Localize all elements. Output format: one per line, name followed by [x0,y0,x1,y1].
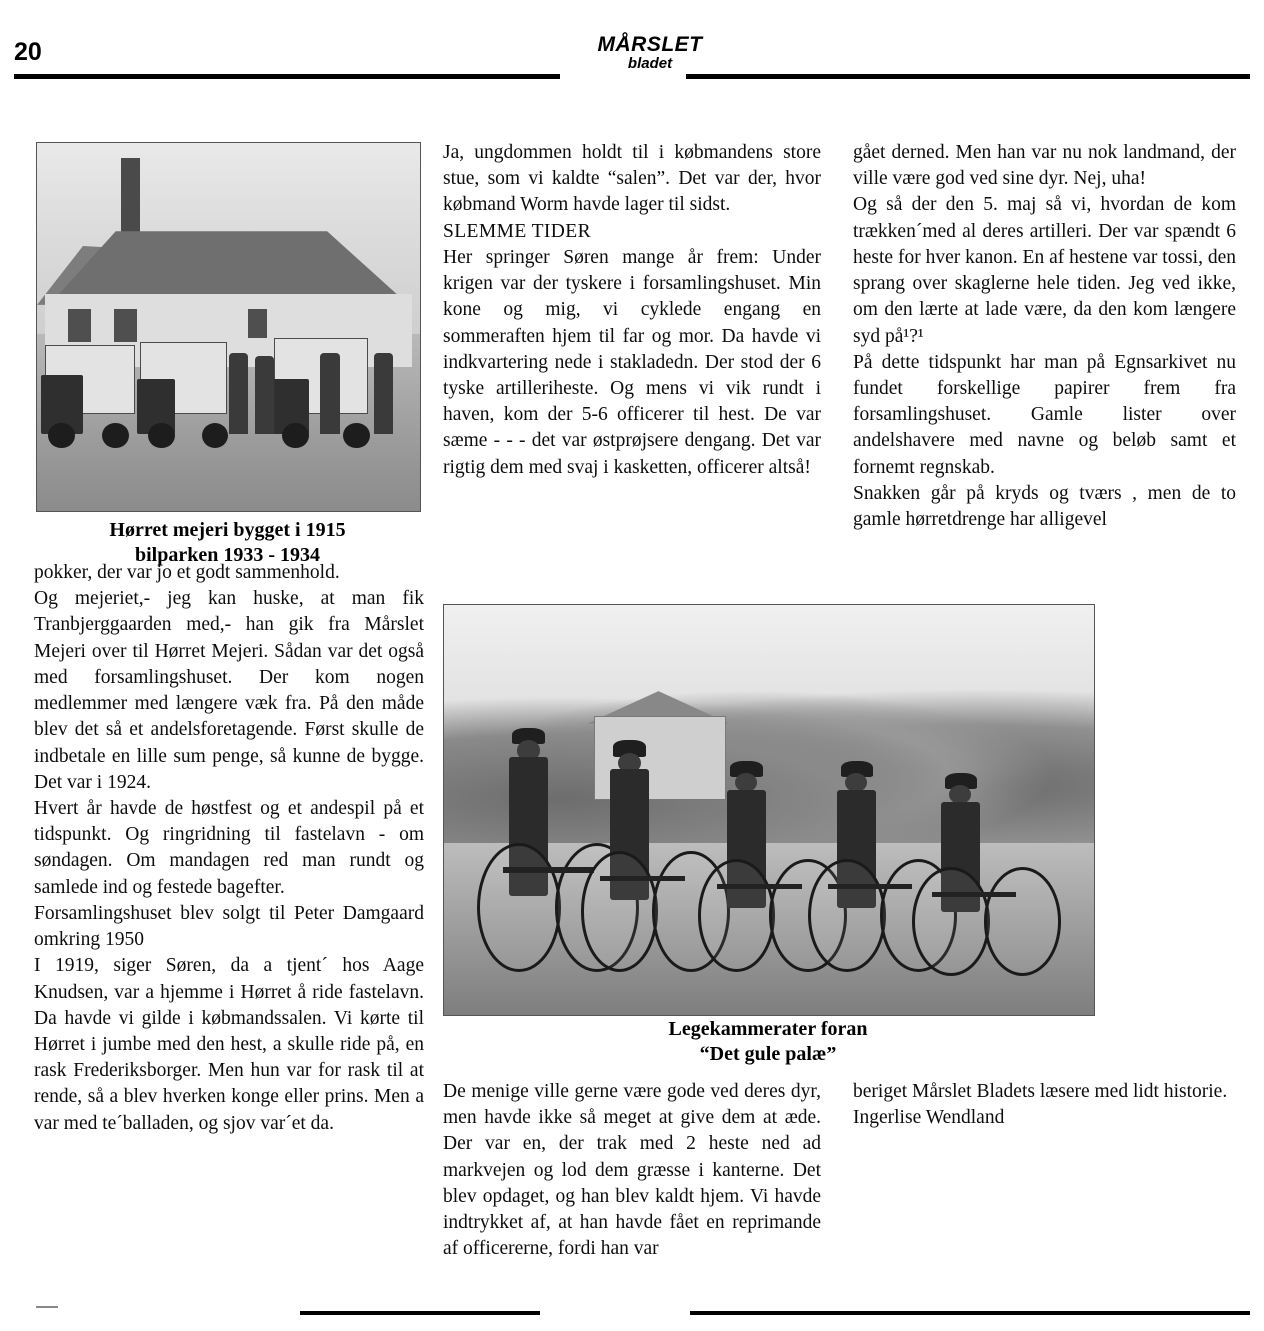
paragraph: Forsamlingshuset blev solgt til Peter Damgaard omkring 1950 [34,902,424,951]
paragraph: Ja, ungdommen holdt til i købmandens store stue, som vi kaldte “salen”. Det var der, hvor købmand Worm havde lager til sidst. [443,142,821,216]
footer-rule-left [300,1311,540,1315]
header-rule-right [686,74,1250,79]
footer-rule-right [690,1311,1250,1315]
column-3-text [853,140,1236,533]
caption-line-1: Hørret mejeri bygget i 1915 [109,519,346,541]
header-rule-left [14,74,560,79]
column-2-text [443,140,821,481]
paragraph: beriget Mårslet Bladets læsere med lidt historie. [853,1081,1228,1102]
column-1-text [34,560,424,1137]
paragraph: På dette tidspunkt har man på Egnsarkivet nu fundet forskellige papirer frem fra forsamlingshuset. Gamle lister over andelshavere med navne og beløb samt et fornemt regnskab. [853,351,1236,478]
paragraph: pokker, der var jo et godt sammenhold. [34,562,340,583]
paragraph: Her springer Søren mange år frem: Under krigen var der tyskere i forsamlingshuset. Min kone og mig, vi cyklede engang en sommeraften hjem til far og mor. Da havde vi indkvartering nede i stakladedn. Der stod der 6 tyske artilleriheste. Og mens vi vik rundt i haven, kom der 5-6 officerer til hest. De var sæme - - - det var østprøjsere dengang. Det var rigtig dem med svaj i kasketten, officerer altså! [443,246,821,478]
paragraph: I 1919, siger Søren, da a tjent´ hos Aage Knudsen, var a hjemme i Hørret å ride fastelavn. Da havde vi gilde i købmandssalen. Vi kørte til Hørret i jumbe med den hest, a skulle ride på, en rask Frederiksborger. Men hun var for rask til at rende, så a blev hverken konge eller prins. Men a var med te´balladen, og sjov var´et da. [34,955,424,1134]
caption-line-1: Legekammerater foran [668,1018,868,1040]
legekammerater-photo [443,604,1095,1016]
paragraph: Og så der den 5. maj så vi, hvordan de kom trækken´med al deres artilleri. Der var spændt 6 heste for hver kanon. En af hestene var tossi, den sprang over skaglerne hele tiden. Jeg ved ikke, om den lærte at lade være, da den kom længere syd på¹?¹ [853,194,1236,347]
paragraph: Og mejeriet,- jeg kan huske, at man fik Tranbjerggaarden med,- han gik fra Mårslet Mejeri over til Hørret Mejeri. Sådan var det også med forsamlingshuset. Der kom nogen medlemmer med længere væk fra. På den måde blev det så et andelsforetagende. Først skulle de indbetale en lille sum penge, så kunne de bygge. Det var i 1924. [34,588,424,793]
footer-tick [36,1306,58,1308]
column-2-lower-text [443,1079,821,1263]
legekammerater-caption [443,1017,1093,1067]
paragraph: gået derned. Men han var nu nok landmand, der ville være god ved sine dyr. Nej, uha! [853,142,1236,190]
hoerret-mejeri-photo [36,142,421,512]
column-3-lower-text [853,1079,1236,1131]
caption-line-2: bilparken 1933 - 1934 [134,544,321,566]
page-number: 20 [14,38,42,66]
section-heading: SLEMME TIDER [443,220,591,242]
masthead-subtitle: bladet [627,55,673,72]
paragraph: Snakken går på kryds og tværs , men de to gamle hørretdrenge har alligevel [853,482,1236,531]
article-signature: Ingerlise Wendland [853,1107,1005,1129]
masthead-title: MÅRSLET [597,33,703,56]
masthead [560,34,740,71]
caption-line-2: “Det gule palæ” [699,1043,837,1065]
paragraph: De menige ville gerne være gode ved deres dyr, men havde ikke så meget at give dem at æde. Der var en, der trak med 2 heste ned ad markvejen og lod dem græsse i kanterne. Det blev opdaget, og han blev kaldt hjem. Vi havde indtrykket af, at han havde fået en reprimande af officererne, fordi han var [443,1081,821,1260]
paragraph: Hvert år havde de høstfest og et andespil på et tidspunkt. Og ringridning til fastelavn - om søndagen. Om mandagen red man rundt og samlede ind og festede bagefter. [34,797,424,898]
